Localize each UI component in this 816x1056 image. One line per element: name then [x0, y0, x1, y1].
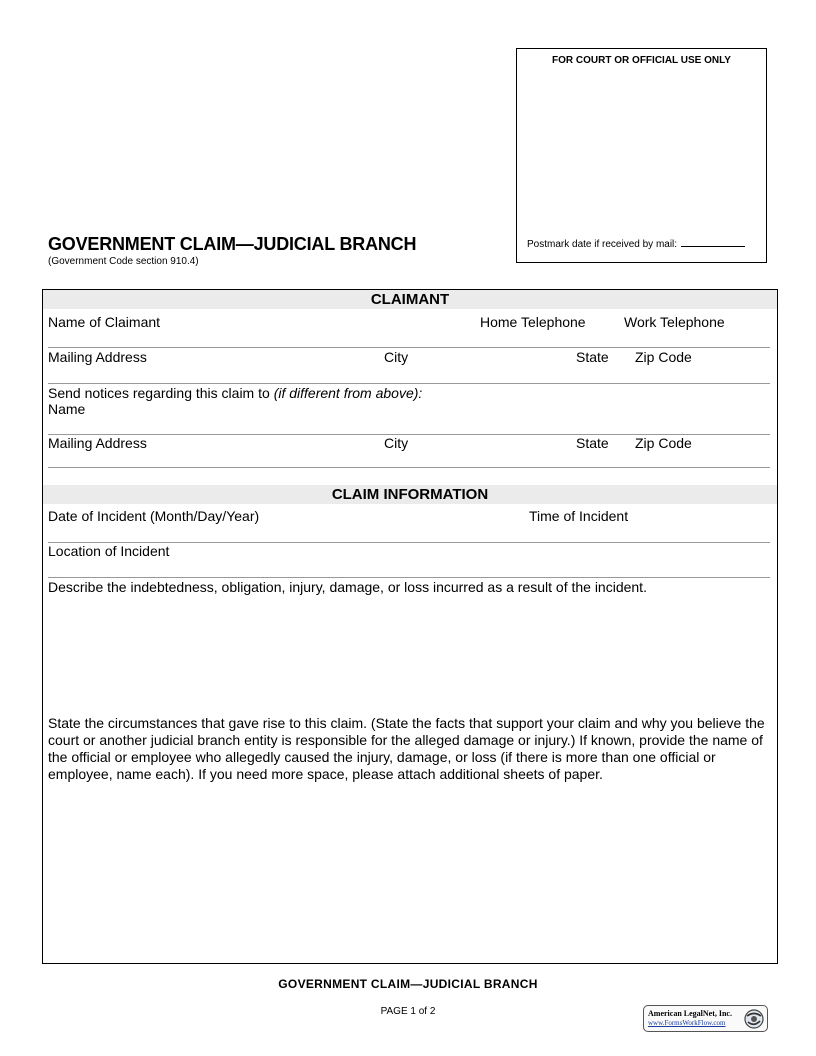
logo-company-name: American LegalNet, Inc.: [648, 1009, 732, 1018]
notices-name-label: Name: [48, 401, 86, 417]
date-of-incident-label: Date of Incident (Month/Day/Year): [48, 508, 260, 524]
send-notices-label: [48, 385, 422, 402]
claim-form: [42, 289, 778, 964]
logo-url-link[interactable]: www.FormsWorkFlow.com: [648, 1019, 726, 1027]
notices-mailing-address-label: Mailing Address: [48, 435, 147, 451]
send-notices-text: Send notices regarding this claim to: [48, 385, 270, 401]
mailing-address-label: Mailing Address: [48, 349, 147, 365]
court-use-title: FOR COURT OR OFFICIAL USE ONLY: [552, 55, 731, 66]
footer-title: GOVERNMENT CLAIM—JUDICIAL BRANCH: [278, 977, 538, 991]
state-label: State: [576, 349, 609, 365]
notices-state-label: State: [576, 435, 609, 451]
notices-city-label: City: [384, 435, 409, 451]
notices-zip-code-label: Zip Code: [635, 435, 692, 451]
location-of-incident-line[interactable]: [48, 577, 770, 578]
postmark-blank[interactable]: [681, 238, 745, 247]
describe-loss-area[interactable]: [48, 598, 770, 708]
claimant-name-line[interactable]: [48, 347, 770, 348]
form-subtitle: (Government Code section 910.4): [48, 256, 199, 267]
city-label: City: [384, 349, 409, 365]
location-of-incident-label: Location of Incident: [48, 543, 170, 559]
mailing-address-line[interactable]: [48, 383, 770, 384]
page-number: PAGE 1 of 2: [380, 1006, 436, 1017]
circumstances-instructions: State the circumstances that gave rise to this claim. (State the facts that support your claim and why you believe the court or another judicial branch entity is responsible for the alleged damage or injury.) If known, provide the name of the official or employee who allegedly caused the injury, damage, or loss (if there is more than one official or employee, name each). If you need more space, please attach additional sheets of paper.: [48, 715, 765, 782]
claimant-name-label: Name of Claimant: [48, 314, 161, 330]
court-use-box: [516, 48, 767, 263]
form-title: GOVERNMENT CLAIM—JUDICIAL BRANCH: [48, 234, 417, 254]
circumstances-area[interactable]: [48, 790, 770, 955]
send-notices-italic: (if different from above):: [273, 385, 423, 401]
claim-information-heading: CLAIM INFORMATION: [43, 485, 777, 504]
notices-mailing-address-line[interactable]: [48, 467, 770, 468]
postmark-field: [527, 238, 745, 250]
home-telephone-label: Home Telephone: [480, 314, 586, 330]
postmark-label: Postmark date if received by mail:: [527, 239, 678, 250]
zip-code-label: Zip Code: [635, 349, 692, 365]
time-of-incident-label: Time of Incident: [529, 508, 629, 524]
work-telephone-label: Work Telephone: [624, 314, 725, 330]
american-legalnet-logo[interactable]: [643, 1005, 768, 1032]
globe-icon: [743, 1008, 765, 1030]
claimant-heading: CLAIMANT: [43, 290, 777, 309]
describe-loss-label: Describe the indebtedness, obligation, injury, damage, or loss incurred as a result of the incident.: [48, 579, 647, 595]
